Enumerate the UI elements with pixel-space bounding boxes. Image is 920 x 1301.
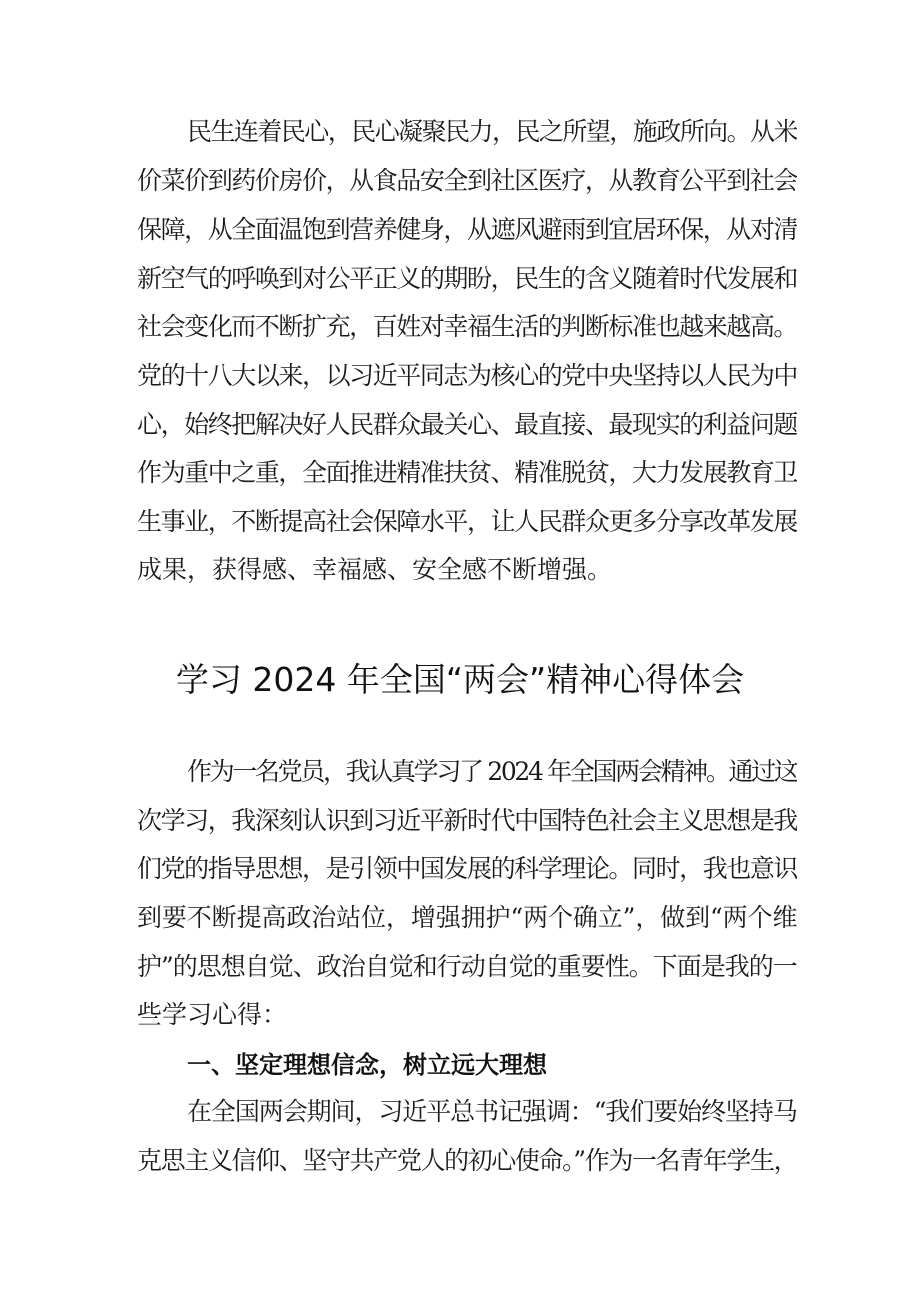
document-title: 学习 2024 年全国“两会”精神心得体会: [175, 660, 745, 699]
text-line: 克思主义信仰、坚守共产党人的初心使命。”作为一名青年学生，: [137, 1146, 797, 1175]
text-line: 到要不断提高政治站位，增强拥护“两个确立”，做到“两个维: [137, 903, 797, 932]
text-line: 社会变化而不断扩充，百姓对幸福生活的判断标准也越来越高。: [137, 312, 797, 341]
text-line: 保障，从全面温饱到营养健身，从遮风避雨到宜居环保，从对清: [137, 215, 797, 244]
text-line: 新空气的呼唤到对公平正义的期盼，民生的含义随着时代发展和: [137, 264, 797, 293]
text-line: 党的十八大以来，以习近平同志为核心的党中央坚持以人民为中: [137, 361, 797, 390]
text-line: 生事业，不断提高社会保障水平，让人民群众更多分享改革发展: [137, 507, 797, 536]
text-line: 成果，获得感、幸福感、安全感不断增强。: [137, 555, 613, 584]
text-line: 民生连着民心，民心凝聚民力，民之所望，施政所向。从米: [187, 117, 797, 146]
section-heading: 一、坚定理想信念，树立远大理想: [187, 1051, 547, 1079]
text-line: 作为一名党员，我认真学习了 2024 年全国两会精神。通过这: [187, 757, 797, 786]
text-line: 作为重中之重，全面推进精准扶贫、精准脱贫，大力发展教育卫: [137, 458, 797, 487]
text-line: 价菜价到药价房价，从食品安全到社区医疗，从教育公平到社会: [137, 166, 797, 195]
text-line: 在全国两会期间，习近平总书记强调：“我们要始终坚持马: [187, 1097, 797, 1126]
text-line: 些学习心得：: [137, 1000, 288, 1029]
text-line: 护”的思想自觉、政治自觉和行动自觉的重要性。下面是我的一: [137, 952, 797, 981]
text-line: 们党的指导思想，是引领中国发展的科学理论。同时，我也意识: [137, 854, 797, 883]
text-line: 心，始终把解决好人民群众最关心、最直接、最现实的利益问题: [137, 410, 797, 439]
text-line: 次学习，我深刻认识到习近平新时代中国特色社会主义思想是我: [137, 806, 797, 835]
